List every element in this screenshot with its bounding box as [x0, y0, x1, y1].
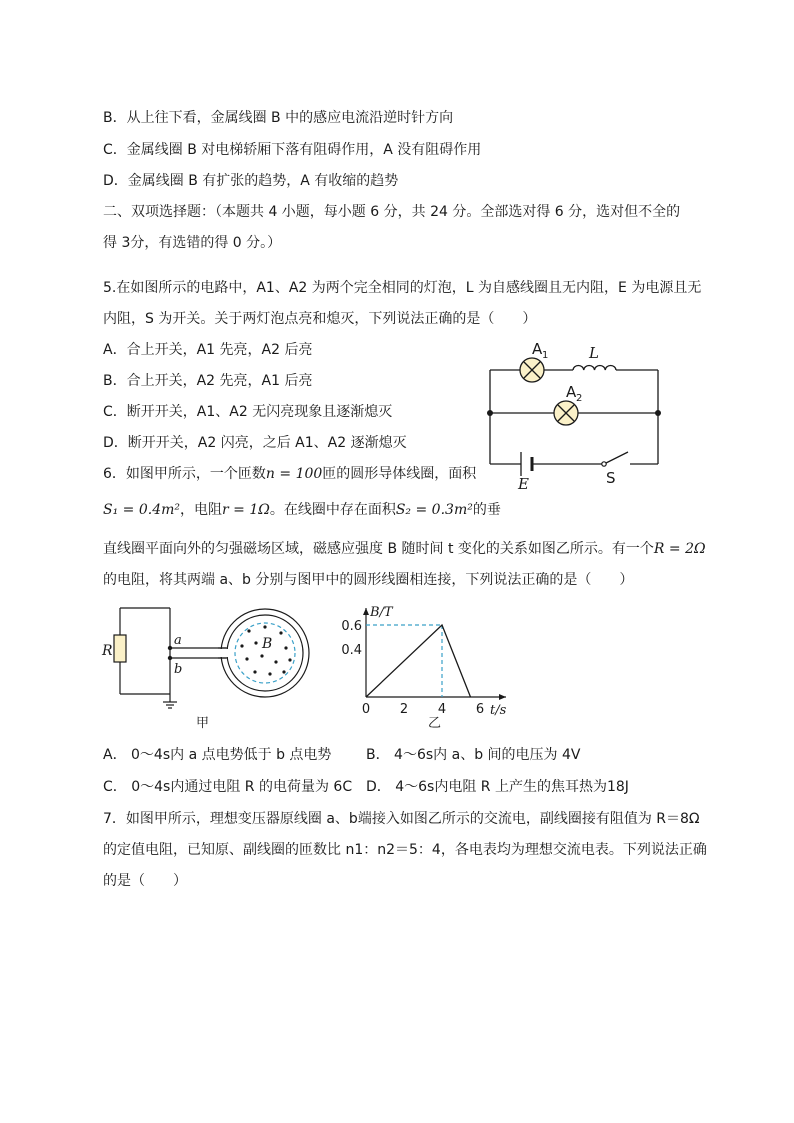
- q5-stem-line1: 5.在如图所示的电路中，A1、A2 为两个完全相同的灯泡，L 为自感线圈且无内阻，E 为电源且无: [103, 280, 702, 296]
- lamp-a2-icon: [554, 401, 578, 425]
- junction-dot-right: [655, 410, 661, 416]
- q7-stem-line1: 7．如图甲所示，理想变压器原线圈 a、b端接入如图乙所示的交流电，副线圈接有阻值为 R＝8Ω: [103, 811, 700, 827]
- q6-s2-expr: S₂ = 0.3m²: [395, 502, 473, 518]
- y-tick-label-0.4: 0.4: [341, 643, 362, 658]
- q6-stem-line3: [103, 539, 706, 559]
- q6-text: 匝的圆形导体线圈，面积: [322, 466, 477, 482]
- q7-stem-line2: 的定值电阻，已知原、副线圈的匝数比 n1：n2＝5：4，各电表均为理想交流电表。下列说法正确: [103, 842, 707, 858]
- x-axis-arrow-icon: [499, 694, 506, 700]
- series-line: [366, 625, 471, 697]
- switch-icon: [602, 452, 628, 466]
- q4-option-c: C．金属线圈 B 对电梯轿厢下落有阻碍作用，A 没有阻碍作用: [103, 142, 482, 158]
- label-a1-sub: 1: [542, 350, 549, 361]
- caption-yi: 乙: [428, 716, 442, 731]
- q6-r-expr: r = 1Ω: [222, 502, 270, 518]
- battery-icon: [521, 452, 532, 476]
- q5-circuit-diagram: [478, 338, 678, 498]
- q6-option-a: A． 0～4s内 a 点电势低于 b 点电势: [103, 747, 332, 763]
- q5-option-a: A．合上开关，A1 先亮，A2 后亮: [103, 342, 313, 358]
- label-l: L: [589, 344, 599, 362]
- y-axis-label: B/T: [370, 605, 393, 620]
- q6-text: 的垂: [472, 502, 501, 518]
- junction-dot-left: [487, 410, 493, 416]
- section2-header-line2: 得 3分，有选错的得 0 分。）: [103, 235, 282, 251]
- resistor-icon: [114, 635, 126, 662]
- q6-figure-yi-chart: [340, 600, 520, 732]
- label-a: a: [174, 633, 182, 648]
- q6-text: 直线圈平面向外的匀强磁场区域，磁感应强度 B 随时间 t 变化的关系如图乙所示。有一个: [103, 541, 654, 557]
- label-e: E: [518, 475, 529, 493]
- q7-stem-line3: 的是（ ）: [103, 873, 187, 889]
- q5-stem-line2: 内阻，S 为开关。关于两灯泡点亮和熄灭，下列说法正确的是（ ）: [103, 311, 537, 327]
- label-a1: A: [532, 340, 543, 358]
- q5-option-d: D．断开开关，A2 闪亮，之后 A1、A2 逐渐熄灭: [103, 435, 407, 451]
- terminal-b-dot: [168, 656, 172, 660]
- terminal-a-dot: [168, 646, 172, 650]
- y-axis-arrow-icon: [363, 608, 369, 615]
- caption-jia: 甲: [196, 716, 210, 731]
- inductor-icon: [573, 365, 616, 370]
- q6-s1-expr: S₁ = 0.4m²: [103, 502, 180, 518]
- q5-option-c: C．断开开关，A1、A2 无闪亮现象且逐渐熄灭: [103, 404, 393, 420]
- q6-stem-line2: [103, 500, 501, 520]
- label-a2: A: [566, 383, 577, 401]
- section2-header-line1: 二、双项选择题：（本题共 4 小题，每小题 6 分，共 24 分。全部选对得 6 分，选对但不全的: [103, 204, 681, 220]
- q6-text: 6．如图甲所示，一个匝数: [103, 466, 266, 482]
- label-field-b: B: [262, 636, 273, 652]
- x-tick-label-0: 0: [361, 702, 371, 717]
- q6-figure-jia: [100, 600, 315, 732]
- magnetic-field-region: [235, 623, 295, 683]
- q6-text: 。在线圈中存在面积: [269, 502, 396, 518]
- q6-option-b: B． 4～6s内 a、b 间的电压为 4V: [366, 747, 581, 763]
- q6-option-c: C． 0～4s内通过电阻 R 的电荷量为 6C: [103, 779, 353, 795]
- x-axis-label: t/s: [490, 703, 507, 718]
- label-b: b: [174, 662, 183, 677]
- x-tick-label-6: 6: [475, 702, 485, 717]
- q6-R-expr: R = 2Ω: [653, 541, 706, 557]
- y-tick-label-0.6: 0.6: [341, 619, 362, 634]
- q6-option-d: D． 4～6s内电阻 R 上产生的焦耳热为18J: [366, 779, 629, 795]
- label-a2-sub: 2: [576, 393, 583, 404]
- q6-stem-line4: 的电阻，将其两端 a、b 分别与图甲中的圆形线圈相连接，下列说法正确的是（ ）: [103, 572, 634, 588]
- q4-option-d: D．金属线圈 B 有扩张的趋势，A 有收缩的趋势: [103, 173, 399, 189]
- q6-text: ，电阻: [180, 502, 222, 518]
- label-r: R: [102, 643, 113, 659]
- q5-option-b: B．合上开关，A2 先亮，A1 后亮: [103, 373, 313, 389]
- x-tick-label-2: 2: [399, 702, 409, 717]
- lamp-a1-icon: [520, 358, 544, 382]
- q4-option-b: B．从上往下看，金属线圈 B 中的感应电流沿逆时针方向: [103, 110, 454, 126]
- x-tick-label-4: 4: [437, 702, 447, 717]
- q6-stem-line1: [103, 464, 476, 484]
- q6-n-expr: n = 100: [265, 466, 323, 482]
- coil-outer-ring: [221, 609, 309, 697]
- label-s: S: [606, 469, 616, 487]
